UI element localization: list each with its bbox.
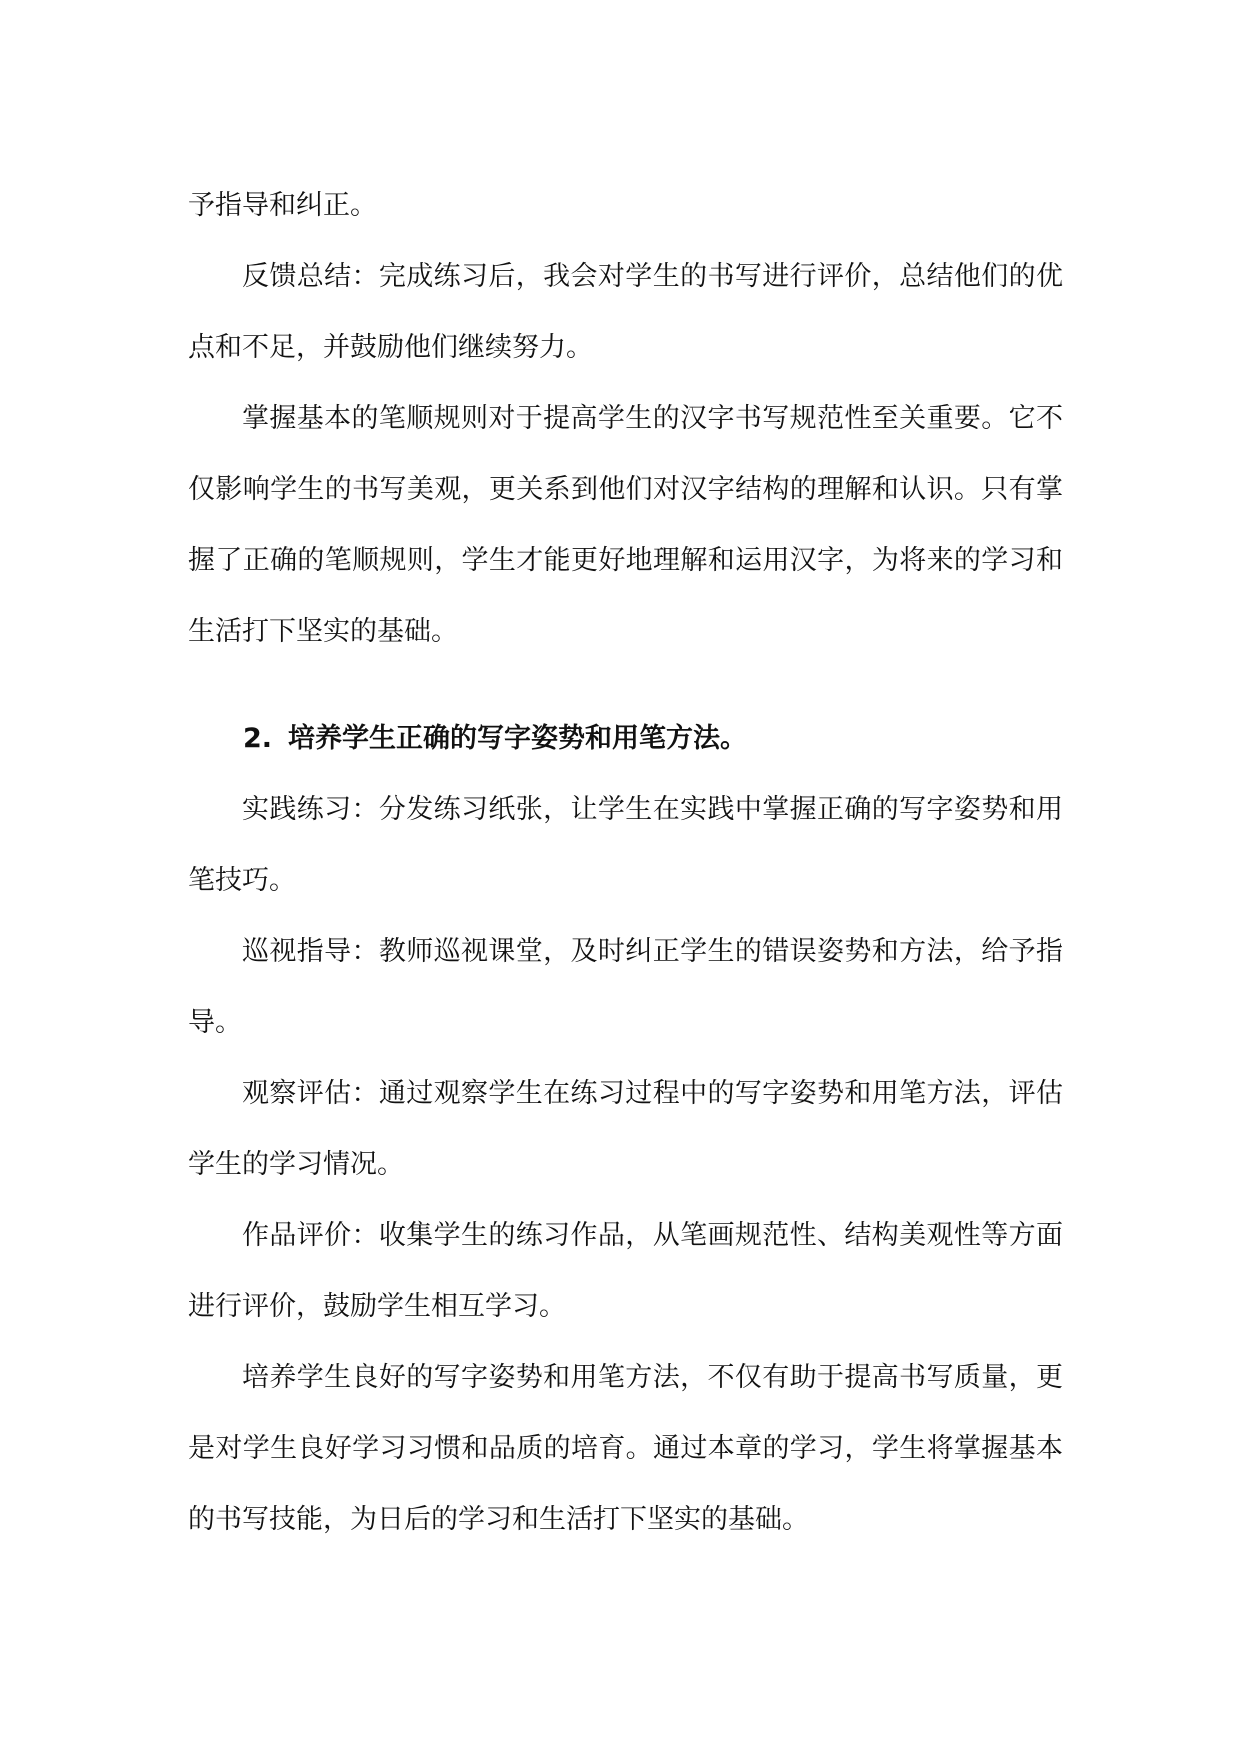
section-number: 2. — [243, 723, 273, 754]
section-heading — [188, 703, 1063, 774]
paragraph-patrol-guidance: 巡视指导：教师巡视课堂，及时纠正学生的错误姿势和方法，给予指导。 — [188, 936, 1063, 1038]
document-body — [188, 170, 1063, 1555]
paragraph-observation-assessment: 观察评估：通过观察学生在练习过程中的写字姿势和用笔方法，评估学生的学习情况。 — [188, 1078, 1063, 1180]
paragraph-continuation: 予指导和纠正。 — [188, 190, 377, 221]
paragraph-conclusion: 培养学生良好的写字姿势和用笔方法，不仅有助于提高书写质量，更是对学生良好学习习惯和品质的培育。通过本章的学习，学生将掌握基本的书写技能，为日后的学习和生活打下坚实的基础。 — [188, 1362, 1063, 1535]
section-title: 培养学生正确的写字姿势和用笔方法。 — [288, 723, 747, 754]
paragraph-work-evaluation: 作品评价：收集学生的练习作品，从笔画规范性、结构美观性等方面进行评价，鼓励学生相互学习。 — [188, 1220, 1063, 1322]
paragraph-feedback-summary: 反馈总结：完成练习后，我会对学生的书写进行评价，总结他们的优点和不足，并鼓励他们继续努力。 — [188, 261, 1063, 363]
paragraph-practice: 实践练习：分发练习纸张，让学生在实践中掌握正确的写字姿势和用笔技巧。 — [188, 794, 1063, 896]
paragraph-stroke-order-importance: 掌握基本的笔顺规则对于提高学生的汉字书写规范性至关重要。它不仅影响学生的书写美观，更关系到他们对汉字结构的理解和认识。只有掌握了正确的笔顺规则，学生才能更好地理解和运用汉字，为将来的学习和生活打下坚实的基础。 — [188, 403, 1063, 647]
